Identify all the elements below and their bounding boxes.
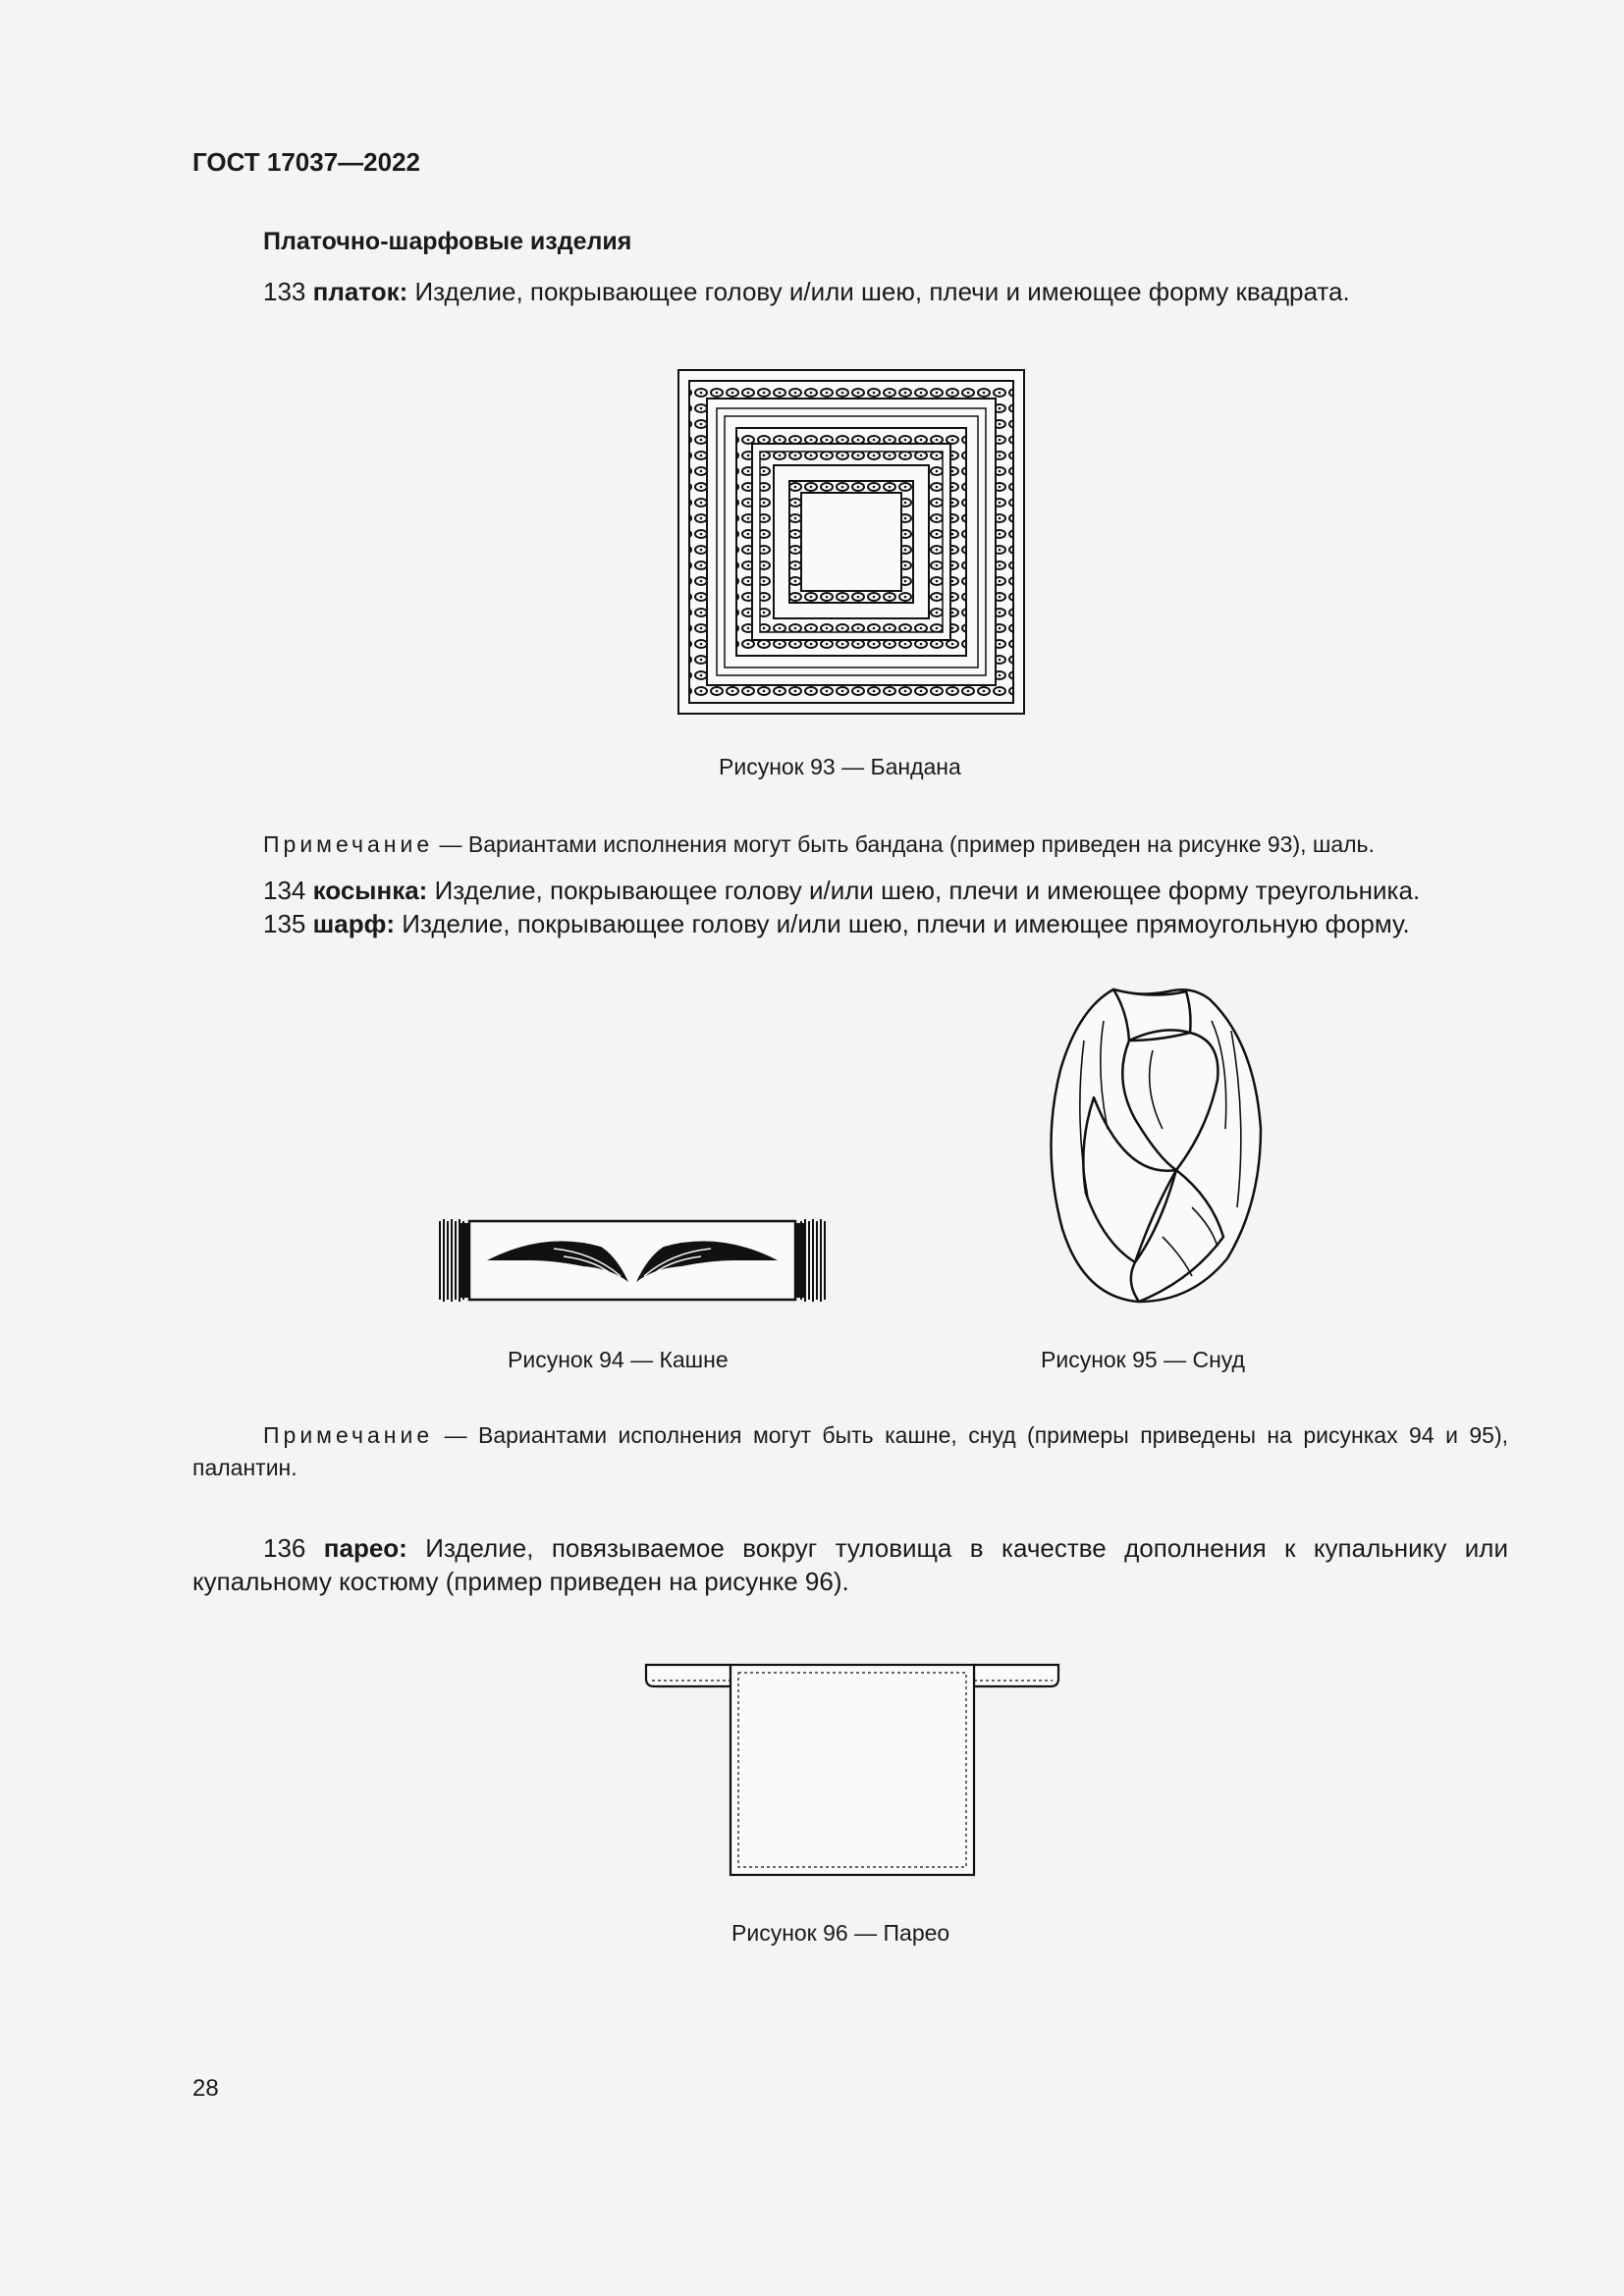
term-definition: Изделие, повязываемое вокруг туловища в качестве дополнения к купальнику или купальному костюму (пример приведен на рисунке 96). xyxy=(192,1533,1508,1596)
term-number: 133 xyxy=(263,277,306,306)
term-definition: Изделие, покрывающее голову и/или шею, плечи и имеющее прямоугольную форму. xyxy=(402,909,1410,938)
term-name: шарф: xyxy=(312,909,396,938)
figure-93-caption: Рисунок 93 — Бандана xyxy=(719,754,961,779)
note-2 xyxy=(192,1419,1508,1484)
term-name: платок: xyxy=(312,277,408,306)
term-name: парео: xyxy=(323,1533,407,1563)
figure-96-caption: Рисунок 96 — Парео xyxy=(731,1920,950,1946)
term-number: 134 xyxy=(263,876,306,905)
figure-94-kashne-illustration xyxy=(436,1217,829,1304)
term-definition: Изделие, покрывающее голову и/или шею, плечи и имеющее форму треугольника. xyxy=(434,876,1421,905)
term-136 xyxy=(192,1531,1508,1598)
term-definition: Изделие, покрывающее голову и/или шею, плечи и имеющее форму квадрата. xyxy=(414,277,1350,306)
term-number: 135 xyxy=(263,909,306,938)
figure-94-caption: Рисунок 94 — Кашне xyxy=(508,1347,729,1372)
term-name: косынка: xyxy=(312,876,428,905)
note-text: — Вариантами исполнения могут быть кашне, снуд (примеры приведены на рисунках 94 и 95), палантин. xyxy=(192,1422,1508,1480)
note-1 xyxy=(263,828,1375,861)
section-title: Платочно-шарфовые изделия xyxy=(263,228,632,255)
note-label: Примечание xyxy=(263,1422,434,1448)
page-number: 28 xyxy=(192,2075,219,2102)
document-header: ГОСТ 17037—2022 xyxy=(192,147,420,177)
term-number: 136 xyxy=(263,1533,306,1563)
figure-95-snood-illustration xyxy=(1045,982,1267,1308)
term-135 xyxy=(263,907,1410,940)
figure-96-pareo-illustration xyxy=(644,1661,1060,1879)
figure-95-caption: Рисунок 95 — Снуд xyxy=(1041,1347,1245,1372)
note-label: Примечание xyxy=(263,831,434,857)
term-134 xyxy=(263,874,1420,907)
figure-93-bandana-illustration xyxy=(677,369,1025,715)
term-133 xyxy=(263,275,1350,308)
note-text: — Вариантами исполнения могут быть бандана (пример приведен на рисунке 93), шаль. xyxy=(439,831,1375,857)
